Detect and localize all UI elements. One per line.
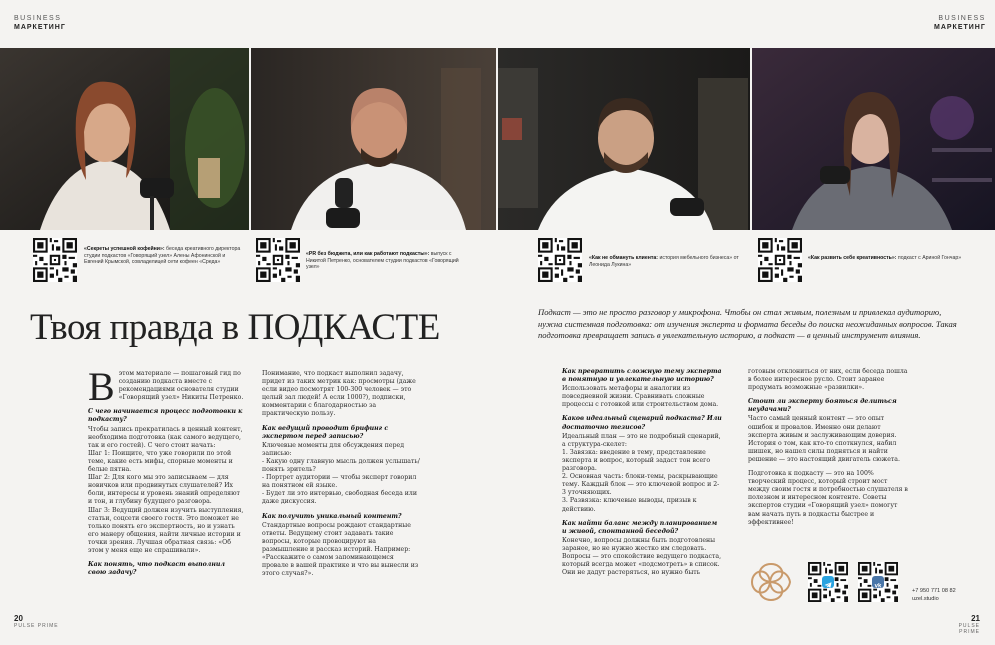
intro-paragraph: этом материале — пошаговый гид по созданию подкаста вместе с рекомендациями основателя студии «Говорящий узел» Никиты Петренко. <box>118 370 244 402</box>
paragraph: Идеальный план — это не подробный сценарий, а структура-скелет: <box>562 432 721 448</box>
question-heading: С чего начинается процесс подготовки к подкасту? <box>88 408 243 424</box>
footer-left <box>14 614 59 629</box>
qr-code-3[interactable] <box>538 238 582 282</box>
section-subname: МАРКЕТИНГ <box>934 24 986 31</box>
caption-text: подкаст с Ариной Гончар» <box>896 255 962 261</box>
caption-text: история мебельного бизнеса» от Леонида Лукина» <box>589 255 739 268</box>
paragraph: Понимание, что подкаст выполнил задачу, придет из таких метрик как: просмотры (даже если видео посмотрят 100-300 человек — это целый зал людей! А если 1000?), подписки, комментарии с благодарностью за практическую пользу. <box>262 370 416 418</box>
article-column-3 <box>562 368 722 577</box>
photo-guest-3 <box>498 48 750 230</box>
section-label-left <box>14 14 66 32</box>
section-label-right <box>934 14 986 32</box>
paragraph: - Портрет аудитории — чтобы эксперт говорил на понятном ей языке. <box>262 474 417 490</box>
paragraph: 3. Развязка: ключевые выводы, призыв к действию. <box>562 497 697 513</box>
qr-code-1[interactable] <box>33 238 77 282</box>
paragraph: Стандартные вопросы рождают стандартные ответы. Ведущему стоит задавать такие вопросы, которые провоцируют на размышление и рассказ историй. Например: <box>262 521 411 553</box>
paragraph: Часто самый ценный контент — это опыт ошибок и провалов. Именно они делают эксперта живым и заслуживающим доверия. История о том, как кто-то споткнулся, набил шишек, но нашел силы подняться и найти решение — это настоящий двигатель сюжета. <box>748 415 900 463</box>
contact-phone[interactable]: +7 950 771 08 82 <box>912 588 956 594</box>
contact-info <box>912 588 956 603</box>
paragraph: Чтобы запись прекратилась в ценный контент, необходима подготовка (как самого ведущего, так и его гостей). С чего стоит начать: <box>88 425 243 449</box>
publication-name: PULSE PRIME <box>958 623 980 635</box>
caption-text: выпуск с Никитой Петренко, основателем студии подкастов «Говорящий узел» <box>306 251 459 271</box>
article-lead: Подкаст — это не просто разговор у микрофона. Чтобы он стал живым, полезным и привлекал аудиторию, нужна системная подготовка: от изучения эксперта и формата беседы до поиска неожиданных вопросов. Такая подготовка превращает запись в увлекательную историю, а подкаст — в ценный инструмент влияния. <box>538 307 957 341</box>
photo-guest-2 <box>251 48 496 230</box>
paragraph: - Какую одну главную мысль должен услышать/понять зритель? <box>262 457 420 474</box>
question-heading: Как ведущий проводит брифинг с экспертом перед записью? <box>262 424 389 440</box>
article-column-2 <box>262 370 422 578</box>
headline-prefix: Твоя правда в <box>30 307 248 348</box>
svg-text:vk: vk <box>874 583 882 590</box>
paragraph: Использовать метафоры и аналогии из повседневной жизни. Сравнивать сложные процессы с готовкой или строительством дома. <box>562 385 719 409</box>
paragraph: Шаг 1: Поищите, что уже говорили по этой теме, какие есть мифы, спорные моменты и белые пятна. <box>88 449 233 474</box>
question-heading: Как получить уникальный контент? <box>262 512 402 520</box>
caption-1 <box>84 246 244 266</box>
caption-2 <box>306 251 466 271</box>
caption-title: «Секреты успешной кофейни»: <box>84 246 165 252</box>
dropcap: В <box>88 364 115 409</box>
photo-guest-1 <box>0 48 249 230</box>
paragraph: Шаг 3: Ведущий должен изучить выступления, статьи, соцсети своего гостя. Это поможет не только понять его экспертность, но и узнать его манеру общения, найти личные истории и точки зрения. Лучшая обратная связь: «Об этом у меня еще не спрашивали». <box>88 506 244 554</box>
section-name: BUSINESS <box>938 15 986 22</box>
qr-code-4[interactable] <box>758 238 802 282</box>
paragraph: Подготовка к подкасту — это на 100% творческий процесс, который строит мост между своим гостя и потребностью слушателя в полезном и интересном контенте. Советы экспертов студии «Говорящий узел» помогут вам начать путь в подкасты быстрее и эффективнее! <box>748 470 908 526</box>
paragraph: Конечно, вопросы должны быть подготовлены заранее, но не нужно жестко им следовать. Вопросы — это спокойствие ведущего подкаста, который всегда может «подсмотреть» в список. Они не дадут растеряться, но нужно быть <box>562 536 722 577</box>
caption-title: «PR без бюджета, или как работают подкасты»: <box>306 251 430 257</box>
photo-guest-4 <box>752 48 995 230</box>
paragraph: 2. Основная часть: блоки-темы, раскрывающие тему. Каждый блок — это ключевой вопрос и 2-3 уточняющих. <box>562 473 720 497</box>
question-heading: Стоит ли эксперту бояться делиться неудачами? <box>748 398 897 414</box>
caption-4 <box>808 255 968 262</box>
headline-emphasis: ПОДКАСТЕ <box>247 307 440 348</box>
publication-name: PULSE PRIME <box>14 623 59 629</box>
page-number: 20 <box>14 614 23 623</box>
paragraph: Шаг 2: Для кого мы это записываем — для новичков или продвинутых слушателей? Их боли, интересы и уровень знаний определяют и тон, и глубину будущего разговора. <box>88 474 240 506</box>
article-column-4 <box>748 368 908 527</box>
article-column-1 <box>88 364 244 578</box>
paragraph: Ключевые моменты для обсуждения перед записью: <box>262 441 405 457</box>
contact-site[interactable]: uzel.studio <box>912 595 939 602</box>
question-heading: Как понять, что подкаст выполнил свою задачу? <box>88 561 225 577</box>
question-heading: Как найти баланс между планированием и живой, спонтанной беседой? <box>562 519 718 535</box>
section-subname: МАРКЕТИНГ <box>14 24 66 31</box>
qr-code-2[interactable] <box>256 238 300 282</box>
caption-text: беседа креативного директора студии подкастов «Говорящий узел» Алены Афонинской и Евгений Крымской, совладелицей сети кофеен «Среда» <box>84 246 241 266</box>
page-number: 21 <box>971 614 980 623</box>
telegram-icon <box>822 576 834 588</box>
paragraph: 1. Завязка: введение в тему, представление эксперта и вопрос, который задаст тон всего разговора. <box>562 448 711 473</box>
section-name: BUSINESS <box>14 15 62 22</box>
vk-icon <box>872 576 884 588</box>
question-heading: Как превратить сложную тему эксперта в понятную и увлекательную историю? <box>562 368 722 384</box>
paragraph: готовым отклониться от них, если беседа пошла в более интересное русло. Стоит заранее продумать возможные «развилки». <box>748 368 908 392</box>
question-heading: Каков идеальный сценарий подкаста? Или достаточно тезисов? <box>562 415 722 431</box>
paragraph: «Расскажите о самом запоминающемся провале в вашей практике и что вы вынесли из этого случая?». <box>262 553 419 578</box>
caption-title: «Как не обмануть клиента: <box>589 255 659 261</box>
studio-logo <box>748 560 794 604</box>
caption-3 <box>589 255 749 268</box>
footer-right <box>936 614 980 635</box>
paragraph: - Будет ли это интервью, свободная беседа или даже дискуссия. <box>262 490 417 506</box>
article-headline <box>30 306 440 349</box>
caption-title: «Как развить себе креативность»: <box>808 255 897 261</box>
